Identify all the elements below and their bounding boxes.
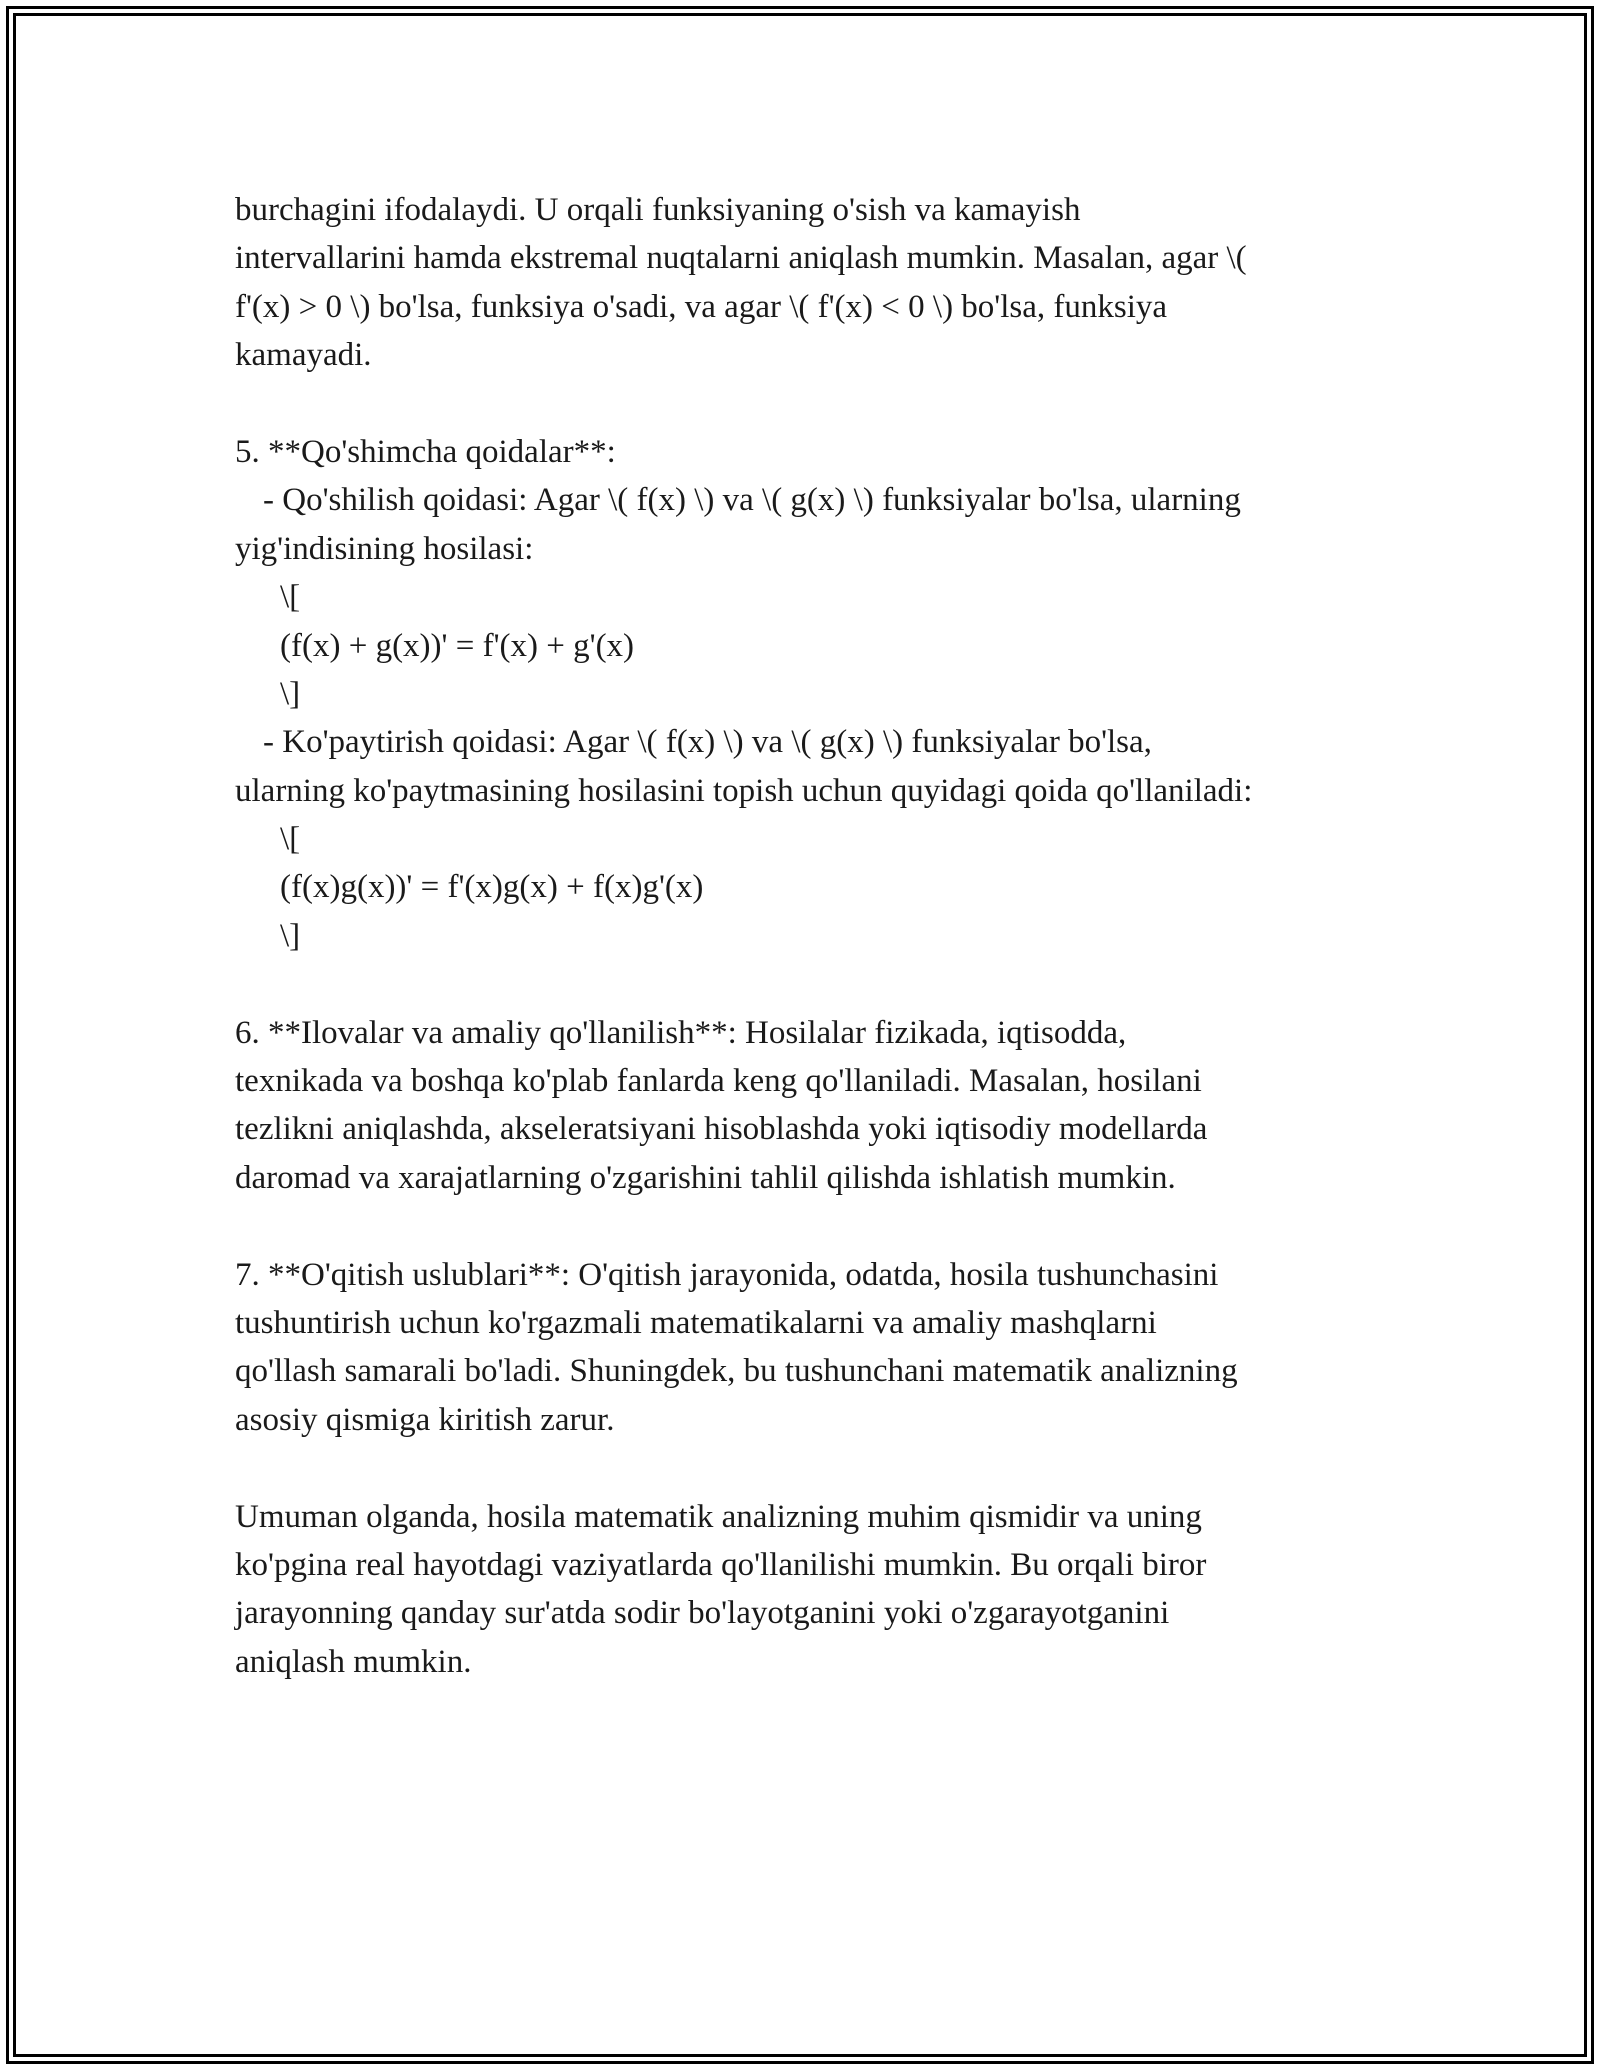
section-5-additional-rules [235,428,1375,960]
sum-rule-text: - Qo'shilish qoidasi: Agar \( f(x) \) va \( g(x) \) funksiyalar bo'lsa, ularning [263,482,1241,519]
formula-open: \[ [280,821,301,858]
product-rule-text: - Ko'paytirish qoidasi: Agar \( f(x) \) va \( g(x) \) funksiyalar bo'lsa, [263,724,1152,761]
paragraph-spacer [235,380,1375,428]
text-line: daromad va xarajatlarning o'zgarishini tahlil qilishda ishlatish mumkin. [235,1159,1176,1196]
paragraph-spacer [235,1202,1375,1250]
conclusion-paragraph [235,1493,1375,1687]
paragraph-derivative-intro [235,186,1375,380]
text-line: jarayonning qanday sur'atda sodir bo'layotganini yoki o'zgarayotganini [235,1595,1170,1632]
formula-close: \] [280,675,301,712]
section-heading: 5. **Qo'shimcha qoidalar**: [235,433,616,470]
sum-rule-text: yig'indisining hosilasi: [235,530,534,567]
text-line: f'(x) > 0 \) bo'lsa, funksiya o'sadi, va agar \( f'(x) < 0 \) bo'lsa, funksiya [235,288,1168,325]
text-line: kamayadi. [235,337,372,374]
text-line: intervallarini hamda ekstremal nuqtalarni aniqlash mumkin. Masalan, agar \( [235,240,1247,277]
text-line: 6. **Ilovalar va amaliy qo'llanilish**: Hosilalar fizikada, iqtisodda, [235,1014,1127,1051]
formula-close: \] [280,917,301,954]
text-line: burchagini ifodalaydi. U orqali funksiyaning o'sish va kamayish [235,192,1081,228]
paragraph-spacer [235,960,1375,1008]
text-line: ko'pgina real hayotdagi vaziyatlarda qo'llanilishi mumkin. Bu orqali biror [235,1546,1207,1583]
text-line: qo'llash samarali bo'ladi. Shuningdek, bu tushunchani matematik analizning [235,1353,1238,1390]
document-body [235,186,1375,1686]
text-line: asosiy qismiga kiritish zarur. [235,1401,615,1438]
text-line: aniqlash mumkin. [235,1643,472,1680]
text-line: Umuman olganda, hosila matematik analizning muhim qismidir va uning [235,1498,1202,1535]
text-line: 7. **O'qitish uslublari**: O'qitish jarayonida, odatda, hosila tushunchasini [235,1256,1219,1293]
formula-open: \[ [280,579,301,616]
paragraph-spacer [235,1444,1375,1492]
text-line: tushuntirish uchun ko'rgazmali matematikalarni va amaliy mashqlarni [235,1304,1157,1341]
text-line: tezlikni aniqlashda, akseleratsiyani hisoblashda yoki iqtisodiy modellarda [235,1111,1208,1148]
section-7-teaching-methods [235,1251,1375,1445]
text-line: texnikada va boshqa ko'plab fanlarda keng qo'llaniladi. Masalan, hosilani [235,1063,1202,1100]
sum-rule-formula: (f(x) + g(x))' = f'(x) + g'(x) [280,627,635,664]
product-rule-text: ularning ko'paytmasining hosilasini topish uchun quyidagi qoida qo'llaniladi: [235,772,1253,809]
section-6-applications [235,1009,1375,1203]
product-rule-formula: (f(x)g(x))' = f'(x)g(x) + f(x)g'(x) [280,869,704,906]
